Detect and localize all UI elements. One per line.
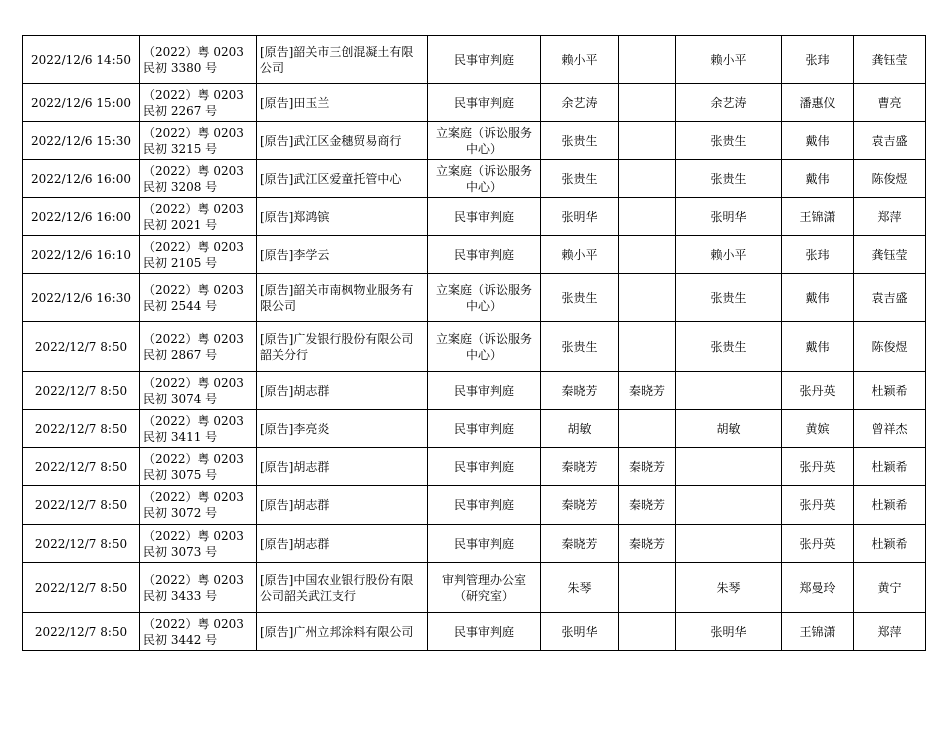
judge-cell [619, 613, 676, 651]
hearing-time-cell: 2022/12/6 14:50 [23, 36, 140, 84]
hearing-time-cell: 2022/12/7 8:50 [23, 372, 140, 410]
tribunal-cell: 民事审判庭 [428, 525, 541, 563]
tribunal-cell: 民事审判庭 [428, 236, 541, 274]
party-cell: [原告]武江区金穗贸易商行 [257, 122, 428, 160]
case-number-cell: （2022）粤 0203 民初 3208 号 [140, 160, 257, 198]
clerk-cell: 戴伟 [782, 122, 854, 160]
tribunal-cell: 民事审判庭 [428, 84, 541, 122]
clerk-cell: 张丹英 [782, 448, 854, 486]
presiding-judge-cell: 秦晓芳 [541, 525, 619, 563]
table-row [23, 563, 926, 613]
party-cell: [原告]胡志群 [257, 525, 428, 563]
assistant-cell: 曹亮 [854, 84, 926, 122]
table-row [23, 410, 926, 448]
assistant-cell: 袁吉盛 [854, 122, 926, 160]
presiding-judge-cell: 胡敏 [541, 410, 619, 448]
assistant-cell: 袁吉盛 [854, 274, 926, 322]
clerk-cell: 戴伟 [782, 274, 854, 322]
table-row [23, 36, 926, 84]
judge-cell [619, 122, 676, 160]
judge-cell: 张贵生 [676, 322, 782, 372]
judge-cell: 张明华 [676, 198, 782, 236]
clerk-cell: 郑曼玲 [782, 563, 854, 613]
hearing-time-cell: 2022/12/6 16:00 [23, 198, 140, 236]
assistant-cell: 杜颖希 [854, 372, 926, 410]
judge-cell: 秦晓芳 [619, 525, 676, 563]
hearing-time-cell: 2022/12/7 8:50 [23, 613, 140, 651]
case-number-cell: （2022）粤 0203 民初 2021 号 [140, 198, 257, 236]
assistant-cell: 龚钰莹 [854, 36, 926, 84]
presiding-judge-cell: 张贵生 [541, 122, 619, 160]
clerk-cell: 黄嫔 [782, 410, 854, 448]
table-row [23, 84, 926, 122]
presiding-judge-cell: 张贵生 [541, 274, 619, 322]
judge-cell [619, 198, 676, 236]
case-number-cell: （2022）粤 0203 民初 3072 号 [140, 486, 257, 525]
clerk-cell: 张丹英 [782, 525, 854, 563]
case-number-cell: （2022）粤 0203 民初 3433 号 [140, 563, 257, 613]
case-number-cell: （2022）粤 0203 民初 3442 号 [140, 613, 257, 651]
case-number-cell: （2022）粤 0203 民初 2105 号 [140, 236, 257, 274]
assistant-cell: 陈俊煜 [854, 322, 926, 372]
party-cell: [原告]韶关市三创混凝土有限公司 [257, 36, 428, 84]
tribunal-cell: 民事审判庭 [428, 410, 541, 448]
judge-cell: 余艺涛 [676, 84, 782, 122]
assistant-cell: 黄宁 [854, 563, 926, 613]
presiding-judge-cell: 张明华 [541, 198, 619, 236]
table-row [23, 613, 926, 651]
hearing-time-cell: 2022/12/7 8:50 [23, 322, 140, 372]
party-cell: [原告]李亮炎 [257, 410, 428, 448]
judge-cell [676, 448, 782, 486]
hearing-schedule-table [22, 35, 926, 651]
party-cell: [原告]胡志群 [257, 486, 428, 525]
judge-cell [619, 84, 676, 122]
judge-cell: 张贵生 [676, 160, 782, 198]
table-row [23, 160, 926, 198]
assistant-cell: 曾祥杰 [854, 410, 926, 448]
party-cell: [原告]胡志群 [257, 448, 428, 486]
tribunal-cell: 立案庭（诉讼服务中心） [428, 122, 541, 160]
clerk-cell: 潘惠仪 [782, 84, 854, 122]
tribunal-cell: 民事审判庭 [428, 36, 541, 84]
hearing-time-cell: 2022/12/7 8:50 [23, 448, 140, 486]
judge-cell [619, 563, 676, 613]
party-cell: [原告]李学云 [257, 236, 428, 274]
table-row [23, 322, 926, 372]
presiding-judge-cell: 张贵生 [541, 322, 619, 372]
judge-cell [619, 36, 676, 84]
party-cell: [原告]韶关市南枫物业服务有限公司 [257, 274, 428, 322]
judge-cell: 秦晓芳 [619, 448, 676, 486]
tribunal-cell: 民事审判庭 [428, 198, 541, 236]
table-row [23, 525, 926, 563]
presiding-judge-cell: 秦晓芳 [541, 372, 619, 410]
clerk-cell: 王锦潇 [782, 613, 854, 651]
hearing-time-cell: 2022/12/6 15:00 [23, 84, 140, 122]
tribunal-cell: 审判管理办公室（研究室） [428, 563, 541, 613]
presiding-judge-cell: 朱琴 [541, 563, 619, 613]
presiding-judge-cell: 秦晓芳 [541, 486, 619, 525]
presiding-judge-cell: 秦晓芳 [541, 448, 619, 486]
case-number-cell: （2022）粤 0203 民初 2867 号 [140, 322, 257, 372]
assistant-cell: 杜颖希 [854, 448, 926, 486]
table-row [23, 486, 926, 525]
hearing-time-cell: 2022/12/7 8:50 [23, 410, 140, 448]
judge-cell [619, 274, 676, 322]
party-cell: [原告]广发银行股份有限公司韶关分行 [257, 322, 428, 372]
judge-cell: 赖小平 [676, 236, 782, 274]
party-cell: [原告]郑鸿镔 [257, 198, 428, 236]
tribunal-cell: 立案庭（诉讼服务中心） [428, 274, 541, 322]
judge-cell: 秦晓芳 [619, 372, 676, 410]
judge-cell [619, 410, 676, 448]
table-row [23, 372, 926, 410]
hearing-time-cell: 2022/12/6 16:00 [23, 160, 140, 198]
table-row [23, 236, 926, 274]
judge-cell: 张贵生 [676, 274, 782, 322]
judge-cell [619, 160, 676, 198]
case-number-cell: （2022）粤 0203 民初 3411 号 [140, 410, 257, 448]
case-number-cell: （2022）粤 0203 民初 3215 号 [140, 122, 257, 160]
assistant-cell: 郑萍 [854, 198, 926, 236]
clerk-cell: 张丹英 [782, 372, 854, 410]
hearing-time-cell: 2022/12/7 8:50 [23, 525, 140, 563]
hearing-schedule-sheet [22, 35, 926, 651]
tribunal-cell: 立案庭（诉讼服务中心） [428, 160, 541, 198]
judge-cell: 张明华 [676, 613, 782, 651]
assistant-cell: 杜颖希 [854, 525, 926, 563]
case-number-cell: （2022）粤 0203 民初 3073 号 [140, 525, 257, 563]
judge-cell: 胡敏 [676, 410, 782, 448]
party-cell: [原告]胡志群 [257, 372, 428, 410]
presiding-judge-cell: 赖小平 [541, 236, 619, 274]
hearing-time-cell: 2022/12/6 16:10 [23, 236, 140, 274]
tribunal-cell: 民事审判庭 [428, 372, 541, 410]
table-body [23, 36, 926, 651]
case-number-cell: （2022）粤 0203 民初 2267 号 [140, 84, 257, 122]
case-number-cell: （2022）粤 0203 民初 3075 号 [140, 448, 257, 486]
presiding-judge-cell: 余艺涛 [541, 84, 619, 122]
presiding-judge-cell: 赖小平 [541, 36, 619, 84]
assistant-cell: 龚钰莹 [854, 236, 926, 274]
clerk-cell: 戴伟 [782, 322, 854, 372]
judge-cell: 朱琴 [676, 563, 782, 613]
judge-cell [619, 322, 676, 372]
presiding-judge-cell: 张贵生 [541, 160, 619, 198]
judge-cell: 赖小平 [676, 36, 782, 84]
judge-cell [676, 525, 782, 563]
table-row [23, 122, 926, 160]
table-row [23, 198, 926, 236]
assistant-cell: 杜颖希 [854, 486, 926, 525]
tribunal-cell: 民事审判庭 [428, 613, 541, 651]
assistant-cell: 陈俊煜 [854, 160, 926, 198]
clerk-cell: 张玮 [782, 36, 854, 84]
judge-cell: 秦晓芳 [619, 486, 676, 525]
judge-cell [676, 486, 782, 525]
party-cell: [原告]武江区爱童托管中心 [257, 160, 428, 198]
party-cell: [原告]中国农业银行股份有限公司韶关武江支行 [257, 563, 428, 613]
clerk-cell: 张丹英 [782, 486, 854, 525]
table-row [23, 448, 926, 486]
hearing-time-cell: 2022/12/6 16:30 [23, 274, 140, 322]
clerk-cell: 王锦潇 [782, 198, 854, 236]
tribunal-cell: 民事审判庭 [428, 486, 541, 525]
judge-cell [619, 236, 676, 274]
table-row [23, 274, 926, 322]
party-cell: [原告]田玉兰 [257, 84, 428, 122]
party-cell: [原告]广州立邦涂料有限公司 [257, 613, 428, 651]
judge-cell [676, 372, 782, 410]
assistant-cell: 郑萍 [854, 613, 926, 651]
hearing-time-cell: 2022/12/7 8:50 [23, 486, 140, 525]
judge-cell: 张贵生 [676, 122, 782, 160]
tribunal-cell: 立案庭（诉讼服务中心） [428, 322, 541, 372]
clerk-cell: 戴伟 [782, 160, 854, 198]
presiding-judge-cell: 张明华 [541, 613, 619, 651]
clerk-cell: 张玮 [782, 236, 854, 274]
case-number-cell: （2022）粤 0203 民初 3380 号 [140, 36, 257, 84]
hearing-time-cell: 2022/12/6 15:30 [23, 122, 140, 160]
tribunal-cell: 民事审判庭 [428, 448, 541, 486]
case-number-cell: （2022）粤 0203 民初 3074 号 [140, 372, 257, 410]
hearing-time-cell: 2022/12/7 8:50 [23, 563, 140, 613]
case-number-cell: （2022）粤 0203 民初 2544 号 [140, 274, 257, 322]
